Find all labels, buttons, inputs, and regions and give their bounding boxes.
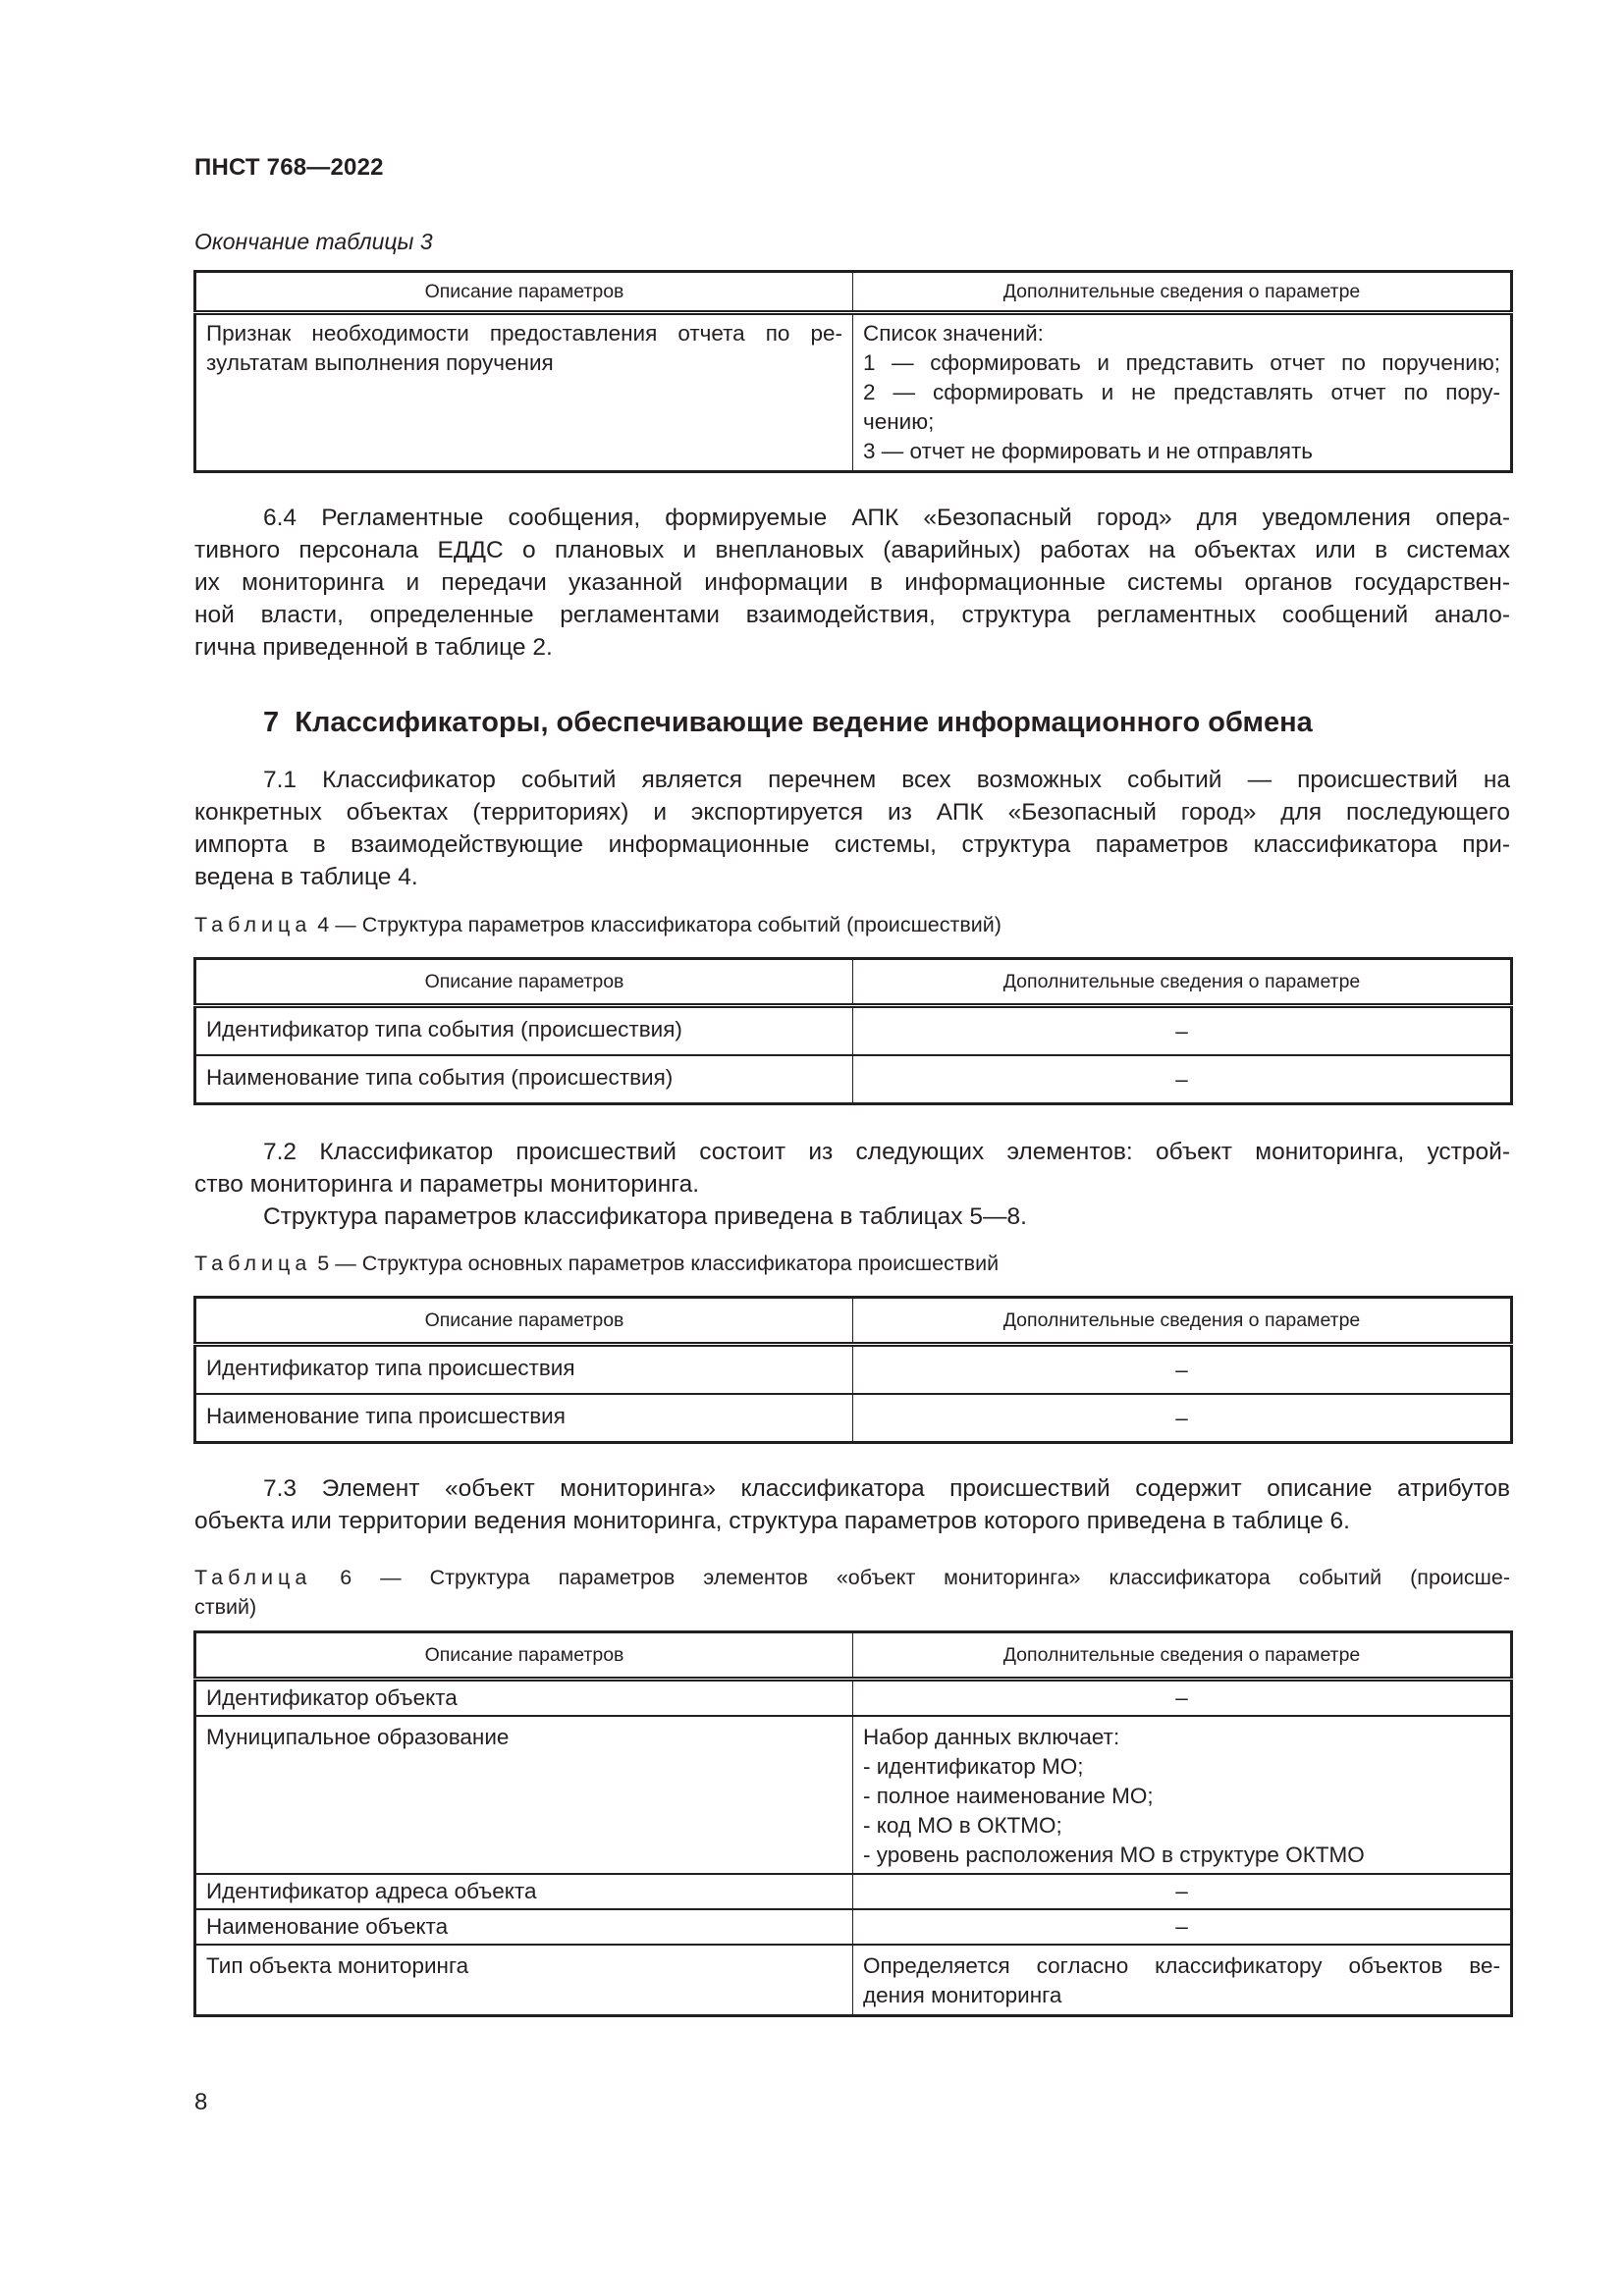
table-row [195, 1055, 1512, 1104]
table-label: Таблица [194, 1252, 312, 1275]
text-line: объекта или территории ведения мониторинга, структура параметров которого приведена в таблице 6. [194, 1508, 1350, 1534]
table-row [195, 1345, 1512, 1395]
column-header: Описание параметров [195, 959, 853, 1006]
cell-line: 3 — отчет не формировать и не отправлять [863, 439, 1313, 463]
table-6 [193, 1630, 1513, 2017]
info-cell: – [853, 1874, 1512, 1909]
text-line: Структура параметров классификатора приведена в таблицах 5—8. [263, 1203, 1027, 1230]
table-label: Таблица [194, 1566, 312, 1589]
param-cell: Идентификатор типа происшествия [195, 1345, 853, 1395]
cell-line: - код МО в ОКТМО; [863, 1813, 1062, 1838]
info-cell [853, 313, 1512, 472]
text-line: гична приведенной в таблице 2. [194, 634, 553, 661]
table-6-caption [194, 1563, 1510, 1622]
column-header: Описание параметров [195, 1298, 853, 1345]
cell-line: - идентификатор МО; [863, 1754, 1084, 1779]
column-header: Описание параметров [195, 272, 853, 313]
param-cell: Муниципальное образование [195, 1716, 853, 1874]
info-cell: – [853, 1909, 1512, 1945]
info-cell: – [853, 1055, 1512, 1104]
column-header: Дополнительные сведения о параметре [853, 1632, 1512, 1680]
table-row [195, 1006, 1512, 1056]
cell-line: - уровень расположения МО в структуре ОКТМО [863, 1842, 1365, 1867]
table-header-row [195, 1298, 1512, 1345]
cell-line: дения мониторинга [863, 1983, 1062, 2007]
table-4 [193, 957, 1513, 1105]
info-cell: – [853, 1345, 1512, 1395]
page-number: 8 [194, 2089, 208, 2115]
cell-line: 1 — сформировать и представить отчет по поручению; [863, 350, 1500, 375]
cell-line: чению; [863, 409, 935, 434]
table-3-end [193, 270, 1513, 473]
cell-line: - полное наименование МО; [863, 1784, 1154, 1808]
text-line: 7.2 Классификатор происшествий состоит из следующих элементов: объект мониторинга, устрой- [263, 1139, 1510, 1165]
table-row [195, 1909, 1512, 1945]
info-cell [853, 1945, 1512, 2016]
text-line: их мониторинга и передачи указанной информации в информационные системы органов государствен- [194, 569, 1510, 596]
param-cell: Тип объекта мониторинга [195, 1945, 853, 2016]
param-cell: Идентификатор объекта [195, 1680, 853, 1717]
table-row [195, 1945, 1512, 2016]
table-header-row [195, 272, 1512, 313]
table-row [195, 1680, 1512, 1717]
table-header-row [195, 959, 1512, 1006]
param-cell [195, 313, 853, 472]
table-row [195, 1394, 1512, 1443]
paragraph-7-2 [194, 1136, 1510, 1233]
text-line: тивного персонала ЕДДС о плановых и внеплановых (аварийных) работах на объектах или в системах [194, 537, 1510, 563]
table-caption-text: 5 — Структура основных параметров классификатора происшествий [311, 1252, 1000, 1275]
table-label: Таблица [194, 913, 312, 936]
param-cell: Идентификатор типа события (происшествия) [195, 1006, 853, 1056]
text-line: ведена в таблице 4. [194, 864, 418, 890]
text-line: конкретных объектах (территориях) и экспортируется из АПК «Безопасный город» для последующего [194, 799, 1510, 826]
text-line: 7.3 Элемент «объект мониторинга» классификатора происшествий содержит описание атрибутов [263, 1475, 1510, 1502]
param-cell: Идентификатор адреса объекта [195, 1874, 853, 1909]
info-cell: – [853, 1680, 1512, 1717]
text-line: ной власти, определенные регламентами взаимодействия, структура регламентных сообщений анало- [194, 602, 1510, 628]
section-heading: 7 Классификаторы, обеспечивающие ведение информационного обмена [263, 707, 1313, 738]
text-line: 6.4 Регламентные сообщения, формируемые АПК «Безопасный город» для уведомления опера- [263, 505, 1510, 531]
info-cell [853, 1716, 1512, 1874]
param-cell: Наименование типа происшествия [195, 1394, 853, 1443]
cell-line: Определяется согласно классификатору объектов ве- [863, 1953, 1500, 1978]
table-header-row [195, 1632, 1512, 1680]
column-header: Дополнительные сведения о параметре [853, 272, 1512, 313]
info-cell: – [853, 1006, 1512, 1056]
table-caption-text: 6 — Структура параметров элементов «объект мониторинга» классификатора событий (происше- [311, 1566, 1510, 1589]
column-header: Дополнительные сведения о параметре [853, 959, 1512, 1006]
param-cell: Наименование типа события (происшествия) [195, 1055, 853, 1104]
table-5 [193, 1296, 1513, 1444]
cell-line: Набор данных включает: [863, 1725, 1120, 1749]
table-5-caption [194, 1249, 1510, 1278]
paragraph-7-1 [194, 764, 1510, 893]
column-header: Дополнительные сведения о параметре [853, 1298, 1512, 1345]
text-line: импорта в взаимодействующие информационные системы, структура параметров классификатора при- [194, 831, 1510, 858]
table-row [195, 1874, 1512, 1909]
table-row [195, 313, 1512, 472]
document-code: ПНСТ 768—2022 [194, 154, 384, 181]
table-caption-text: 4 — Структура параметров классификатора событий (происшествий) [311, 913, 1001, 936]
table-4-caption [194, 910, 1510, 939]
text-line: 7.1 Классификатор событий является перечнем всех возможных событий — происшествий на [263, 767, 1510, 793]
cell-line: 2 — сформировать и не представлять отчет по пору- [863, 380, 1500, 404]
column-header: Описание параметров [195, 1632, 853, 1680]
cell-line: Признак необходимости предоставления отчета по ре- [206, 321, 842, 346]
param-cell: Наименование объекта [195, 1909, 853, 1945]
cell-line: зультатам выполнения поручения [206, 350, 554, 375]
cell-line: Список значений: [863, 321, 1044, 346]
paragraph-7-3 [194, 1472, 1510, 1537]
text-line: ство мониторинга и параметры мониторинга. [194, 1171, 700, 1198]
table-row [195, 1716, 1512, 1874]
paragraph-6-4 [194, 502, 1510, 664]
table-caption-text: ствий) [194, 1595, 257, 1619]
table-continuation-caption: Окончание таблицы 3 [194, 229, 433, 254]
info-cell: – [853, 1394, 1512, 1443]
